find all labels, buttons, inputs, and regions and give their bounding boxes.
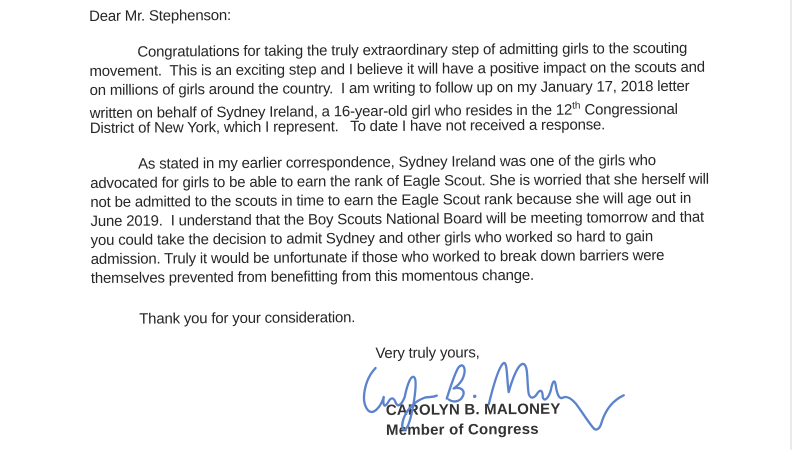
letter-line-text: Congressional [580,100,678,119]
valediction: Very truly yours, [375,344,480,363]
paragraph-3 [91,305,759,329]
paragraph-1 [89,38,758,138]
letter-line: admission. Truly it would be unfortunate if those who worked to break down barriers were [90,246,665,268]
signer-title: Member of Congress [385,420,539,439]
letter-line: June 2019. I understand that the Boy Scouts National Board will be meeting tomorrow and that [90,208,704,230]
signer-name: CAROLYN B. MALONEY [385,400,561,419]
letter-line: Congratulations for taking the truly extraordinary step of admitting girls to the scouting [137,39,688,61]
ordinal-superscript: th [572,100,581,112]
letter-line: on millions of girls around the country. I am writing to follow up on my January 17, 2018 letter [89,77,690,99]
signature-stroke [447,365,465,401]
letter-line: Thank you for your consideration. [139,309,356,328]
letter-line: As stated in my earlier correspondence, Sydney Ireland was one of the girls who [138,152,656,173]
signature-dot [473,395,476,398]
letter-body [89,2,760,443]
paragraph-2 [90,150,759,288]
letter-line-text: written on behalf of Sydney Ireland, a 16-year-old girl who resides in the 12 [89,101,573,122]
letter-line: you could take the decision to admit Sydney and other girls who worked so hard to gain [90,228,653,249]
scan-edge-artifact [790,0,792,450]
signature-block [92,398,760,443]
letter-line: District of New York, which I represent. To date I have not received a response. [89,116,606,137]
letter-line [89,95,758,122]
letter-line: movement. This is an exciting step and I believe it will have a positive impact on the scouts and [89,58,705,80]
letter-line: advocated for girls to be able to earn the rank of Eagle Scout. She is worried that she herself will [90,170,709,192]
salutation: Dear Mr. Stephenson: [89,7,232,25]
letter-line: themselves prevented from benefitting from this momentous change. [90,266,535,287]
letter-line: not be admitted to the scouts in time to earn the Eagle Scout rank because she will age out in [90,189,692,211]
